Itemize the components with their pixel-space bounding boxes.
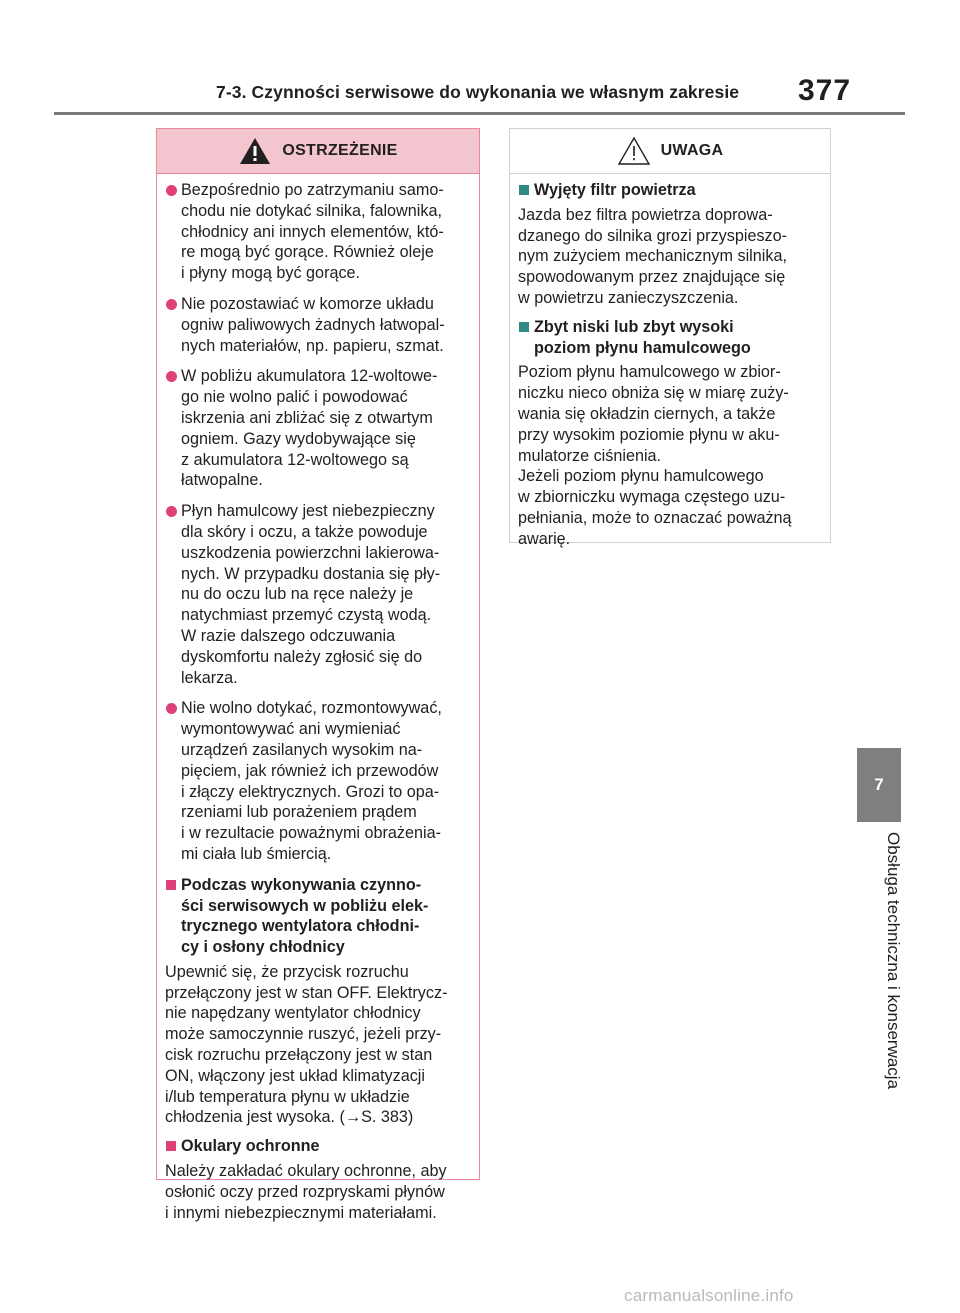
chapter-tab[interactable]: 7 (857, 748, 901, 822)
section-square-icon (519, 322, 529, 332)
header-rule (54, 112, 905, 115)
warning-bullet-text: Nie pozostawiać w komorze układu ogniw paliwowych żadnych łatwopal- nych materiałów, np. papieru, szmat. (181, 294, 445, 355)
warning-bullet-text: Nie wolno dotykać, rozmontowywać, wymontowywać ani wymieniać urządzeń zasilanych wysokim na- pięciem, jak również ich przewodów i złączy elektrycznych. Grozi to opa- rzeniami lub porażeniem prądem i w rezultacie poważnymi obrażenia- mi ciała lub śmiercią. (181, 699, 442, 863)
section-text: Należy zakładać okulary ochronne, aby osłonić oczy przed rozpryskami płynów i innymi niebezpiecznymi materiałami. (165, 1162, 447, 1222)
warning-bullet (165, 180, 471, 284)
bullet-dot-icon (166, 185, 177, 196)
watermark: carmanualsonline.info (624, 1286, 794, 1305)
notice-box (509, 128, 831, 548)
chapter-label: Obsługa techniczna i konserwacja (884, 832, 903, 1090)
section-text: Poziom płynu hamulcowego w zbior- niczku nieco obniża się w miarę zuży- wania się okładzin ciernych, a także przy wysokim poziomie płynu w aku- mulatorze ciśnienia. Jeżeli poziom płynu hamulcowego w zbiorniczku wymaga częstego uzu- pełniania, może to oznaczać poważną awarię. (518, 363, 792, 548)
section-text: Upewnić się, że przycisk rozruchu przełączony jest w stan OFF. Elektrycz- nie napędzany wentylator chłodnicy może samoczynnie ruszyć, jeżeli przy- cisk rozruchu przełączony jest w stan ON, włączony jest układ klimatyzacji i/lub temperatura płynu w układzie chłodzenia jest wysoka. (→S. 383) (165, 962, 448, 1127)
section-heading-text: Okulary ochronne (181, 1137, 320, 1156)
section-heading-text: Wyjęty filtr powietrza (534, 181, 696, 199)
notice-box-title: UWAGA (660, 142, 724, 159)
warning-bullet (165, 501, 471, 688)
warning-bullet-text: Bezpośrednio po zatrzymaniu samo- chodu nie dotykać silnika, falownika, chłodnicy ani innych elementów, któ- re mogą być gorące. Również oleje i płyny mogą być gorące. (181, 181, 444, 283)
page-number: 377 (798, 74, 852, 107)
section-heading (518, 180, 822, 201)
section-text: Jazda bez filtra powietrza doprowa- dzanego do silnika grozi przyspieszo- nym zużyciem mechanicznym silnika, spowodowanym przez znajdujące się w powietrzu zanieczyszczenia. (518, 205, 788, 307)
warning-box-header (157, 129, 479, 174)
section-heading (165, 1136, 471, 1157)
warning-box-body (157, 174, 479, 1239)
section-heading (165, 875, 471, 958)
warning-box (156, 128, 480, 1222)
section-heading (518, 317, 822, 359)
section-square-icon (519, 185, 529, 195)
section-square-icon (166, 880, 176, 890)
section-square-icon (166, 1141, 176, 1151)
caution-triangle-icon (617, 136, 651, 166)
bullet-dot-icon (166, 371, 177, 382)
warning-bullet (165, 294, 471, 356)
notice-box-body (510, 174, 830, 566)
warning-bullet-text: Płyn hamulcowy jest niebezpieczny dla skóry i oczu, a także powoduje uszkodzenia powierzchni lakierowa- nych. W przypadku dostania się pły- nu do oczu lub na ręce należy je natychmiast przemyć czystą wodą. W razie dalszego odczuwania dyskomfortu należy zgłosić się do lekarza. (181, 502, 441, 687)
section-heading-text: Zbyt niski lub zbyt wysoki poziom płynu hamulcowego (534, 317, 751, 357)
warning-bullet (165, 366, 471, 491)
warning-triangle-icon (238, 136, 272, 166)
notice-box-header (510, 129, 830, 174)
warning-bullet (165, 698, 471, 864)
section-heading-text: Podczas wykonywania czynno- ści serwisowych w pobliżu elek- trycznego wentylatora chłodni- cy i osłony chłodnicy (181, 875, 429, 957)
warning-bullet-text: W pobliżu akumulatora 12-woltowe- go nie wolno palić i powodować iskrzenia ani zbliżać się z otwartym ogniem. Gazy wydobywające się z akumulatora 12-woltowego są łatwopalne. (181, 367, 438, 490)
bullet-dot-icon (166, 299, 177, 310)
bullet-dot-icon (166, 506, 177, 517)
section-title: 7-3. Czynności serwisowe do wykonania we własnym zakresie (216, 82, 740, 102)
warning-box-title: OSTRZEŻENIE (282, 142, 398, 159)
bullet-dot-icon (166, 703, 177, 714)
